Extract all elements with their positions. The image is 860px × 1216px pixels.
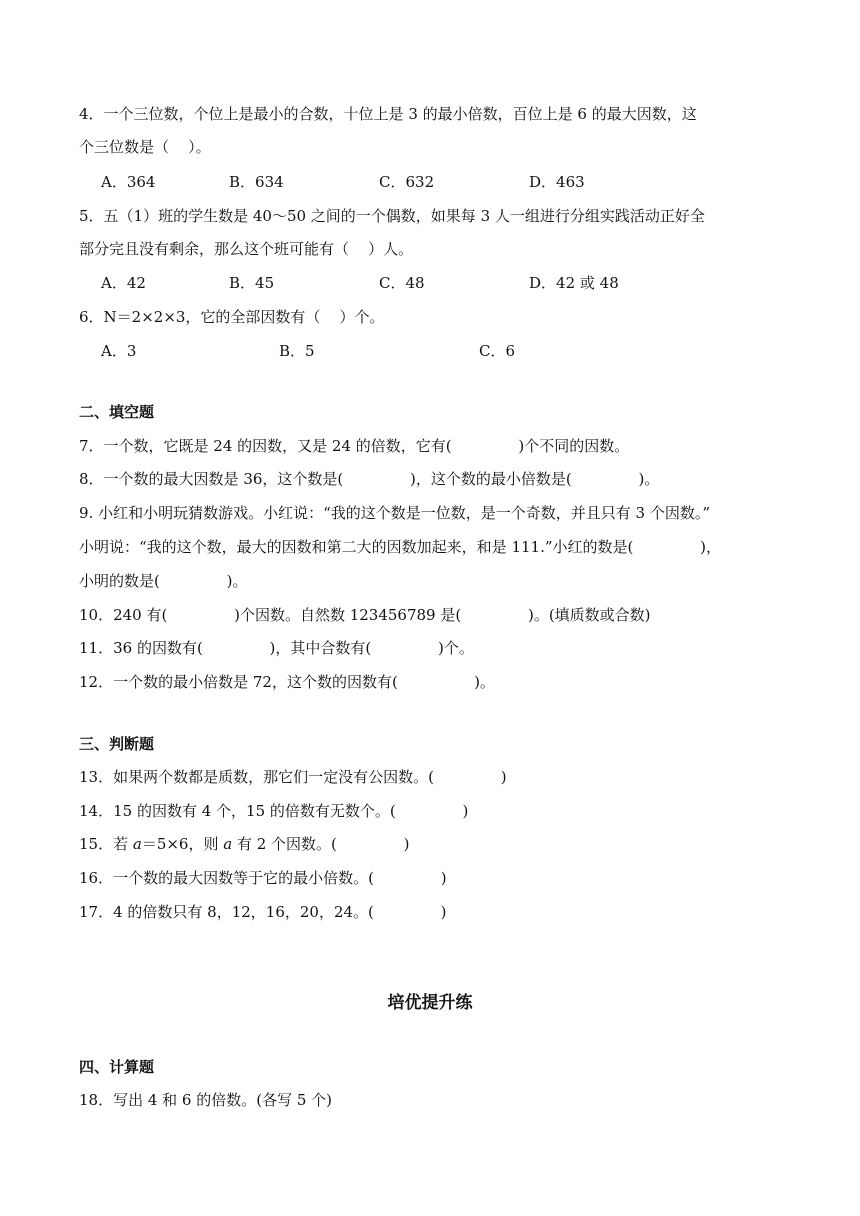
q18: 18．写出 4 和 6 的倍数。(各写 5 个): [79, 1091, 333, 1109]
q10: 10．240 有( )个因数。自然数 123456789 是( )。(填质数或合数): [79, 606, 651, 624]
q5-option-c: C．48: [379, 274, 425, 292]
q15-mid: ＝5×6，则: [141, 835, 224, 853]
q15-variable-a-2: a: [223, 835, 233, 853]
q5-option-a: A．42: [101, 274, 146, 292]
q15: [79, 834, 410, 854]
q6-option-c: C．6: [479, 342, 516, 360]
q11: 11．36 的因数有( )，其中合数有( )个。: [79, 639, 474, 657]
q8: 8．一个数的最大因数是 36，这个数是( )，这个数的最小倍数是( )。: [79, 470, 660, 488]
q15-suffix: 有 2 个因数。( ): [232, 835, 410, 853]
q9-line2: 小明说：“我的这个数，最大的因数和第二大的因数加起来，和是 111.”小红的数是( )，: [79, 538, 721, 556]
q5-option-d: D．42 或 48: [529, 274, 619, 292]
section2-heading: 二、填空题: [79, 403, 155, 421]
section4-heading: 四、计算题: [79, 1058, 155, 1076]
q14: 14．15 的因数有 4 个，15 的倍数有无数个。( ): [79, 802, 469, 820]
q13: 13．如果两个数都是质数，那它们一定没有公因数。( ): [79, 768, 507, 786]
q6-line1: 6．N＝2×2×3，它的全部因数有（ ）个。: [79, 308, 385, 326]
q9-line3: 小明的数是( )。: [79, 572, 248, 590]
q4-option-d: D．463: [529, 173, 585, 191]
q4-line2: 个三位数是（ ）。: [79, 138, 211, 156]
q4-option-b: B．634: [229, 173, 284, 191]
part-title: 培优提升练: [387, 993, 473, 1013]
section3-heading: 三、判断题: [79, 735, 155, 753]
q5-line1: 5．五（1）班的学生数是 40～50 之间的一个偶数，如果每 3 人一组进行分组实践活动正好全: [79, 207, 705, 225]
q6-option-b: B．5: [279, 342, 315, 360]
q7: 7．一个数，它既是 24 的因数，又是 24 的倍数，它有( )个不同的因数。: [79, 437, 630, 455]
q12: 12．一个数的最小倍数是 72，这个数的因数有( )。: [79, 673, 495, 691]
q4-option-c: C．632: [379, 173, 435, 191]
q5-option-b: B．45: [229, 274, 275, 292]
q4-line1: 4．一个三位数，个位上是最小的合数，十位上是 3 的最小倍数，百位上是 6 的最大因数，这: [79, 105, 697, 123]
q9-line1: 9. 小红和小明玩猜数游戏。小红说：“我的这个数是一位数，是一个奇数，并且只有 3 个因数。”: [79, 504, 711, 522]
q4-option-a: A．364: [101, 173, 156, 191]
q17: 17．4 的倍数只有 8，12，16，20，24。( ): [79, 903, 447, 921]
q5-line2: 部分完且没有剩余，那么这个班可能有（ ）人。: [79, 240, 414, 258]
q16: 16．一个数的最大因数等于它的最小倍数。( ): [79, 869, 447, 887]
q15-prefix: 15．若: [79, 835, 133, 853]
q15-variable-a: a: [132, 835, 142, 853]
q6-option-a: A．3: [101, 342, 137, 360]
